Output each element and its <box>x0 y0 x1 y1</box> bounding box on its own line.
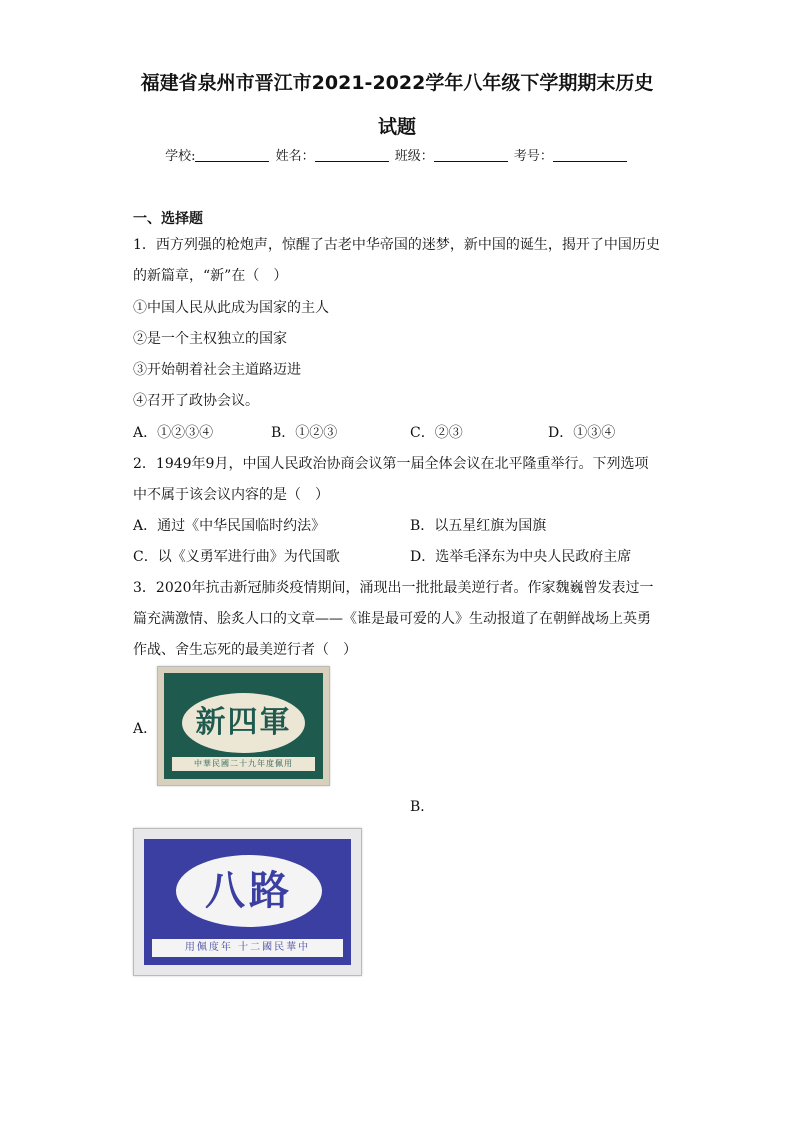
q1-item-1: ①中国人民从此成为国家的主人 <box>133 300 329 316</box>
q1-item-3: ③开始朝着社会主道路迈进 <box>133 362 301 378</box>
q2-stem-line1: 2．1949年9月，中国人民政治协商会议第一届全体会议在北平隆重举行。下列选项 <box>133 456 649 472</box>
q1-stem-line1: 1．西方列强的枪炮声，惊醒了古老中华帝国的迷梦，新中国的诞生，揭开了中国历史 <box>133 237 660 253</box>
q1-option-a[interactable]: A．①②③④ <box>133 425 214 441</box>
q1-option-c[interactable]: C．②③ <box>410 425 463 441</box>
section-heading: 一、选择题 <box>133 211 203 227</box>
number-blank[interactable] <box>553 149 627 162</box>
name-blank[interactable] <box>315 149 389 162</box>
q2-stem-line2: 中不属于该会议内容的是（ ） <box>133 487 329 503</box>
q1-option-b[interactable]: B．①②③ <box>271 425 338 441</box>
school-label: 学校: <box>165 149 196 164</box>
class-blank[interactable] <box>434 149 508 162</box>
number-label: 考号： <box>513 149 553 164</box>
q2-option-d[interactable]: D．选举毛泽东为中央人民政府主席 <box>410 549 632 565</box>
q3-stem-line1: 3．2020年抗击新冠肺炎疫情期间，涌现出一批批最美逆行者。作家魏巍曾发表过一 <box>133 580 654 596</box>
badge-a-strip-text: 中華民國二十九年度佩用 <box>172 757 315 771</box>
q3-stem-line3: 作战、舍生忘死的最美逆行者（ ） <box>133 642 357 658</box>
q2-option-a[interactable]: A．通过《中华民国临时约法》 <box>133 518 326 534</box>
q1-item-2: ②是一个主权独立的国家 <box>133 331 287 347</box>
q1-option-d[interactable]: D．①③④ <box>548 425 616 441</box>
badge-a-main-text: 新四軍 <box>182 693 305 753</box>
eighth-route-army-badge-image <box>133 828 362 976</box>
badge-b-strip-text: 用佩度年 十二國民華中 <box>152 939 343 957</box>
q2-option-b[interactable]: B．以五星红旗为国旗 <box>410 518 547 534</box>
school-blank[interactable] <box>195 149 269 162</box>
exam-title-line2: 试题 <box>377 116 416 138</box>
new-fourth-army-badge-image <box>157 666 330 786</box>
badge-b-main-text: 八路 <box>176 855 322 927</box>
name-label: 姓名： <box>275 149 315 164</box>
q3-option-a-label[interactable]: A． <box>133 721 158 737</box>
q1-item-4: ④召开了政协会议。 <box>133 393 259 409</box>
class-label: 班级： <box>394 149 434 164</box>
q2-option-c[interactable]: C．以《义勇军进行曲》为代国歌 <box>133 549 340 565</box>
student-info-row <box>0 145 794 164</box>
exam-title-line1: 福建省泉州市晋江市2021-2022学年八年级下学期期末历史 <box>140 72 654 94</box>
q1-stem-line2: 的新篇章，“新”在（ ） <box>133 268 288 284</box>
q3-stem-line2: 篇充满激情、脍炙人口的文章——《谁是最可爱的人》生动报道了在朝鲜战场上英勇 <box>133 611 651 627</box>
q3-option-b-label[interactable]: B． <box>410 799 435 815</box>
